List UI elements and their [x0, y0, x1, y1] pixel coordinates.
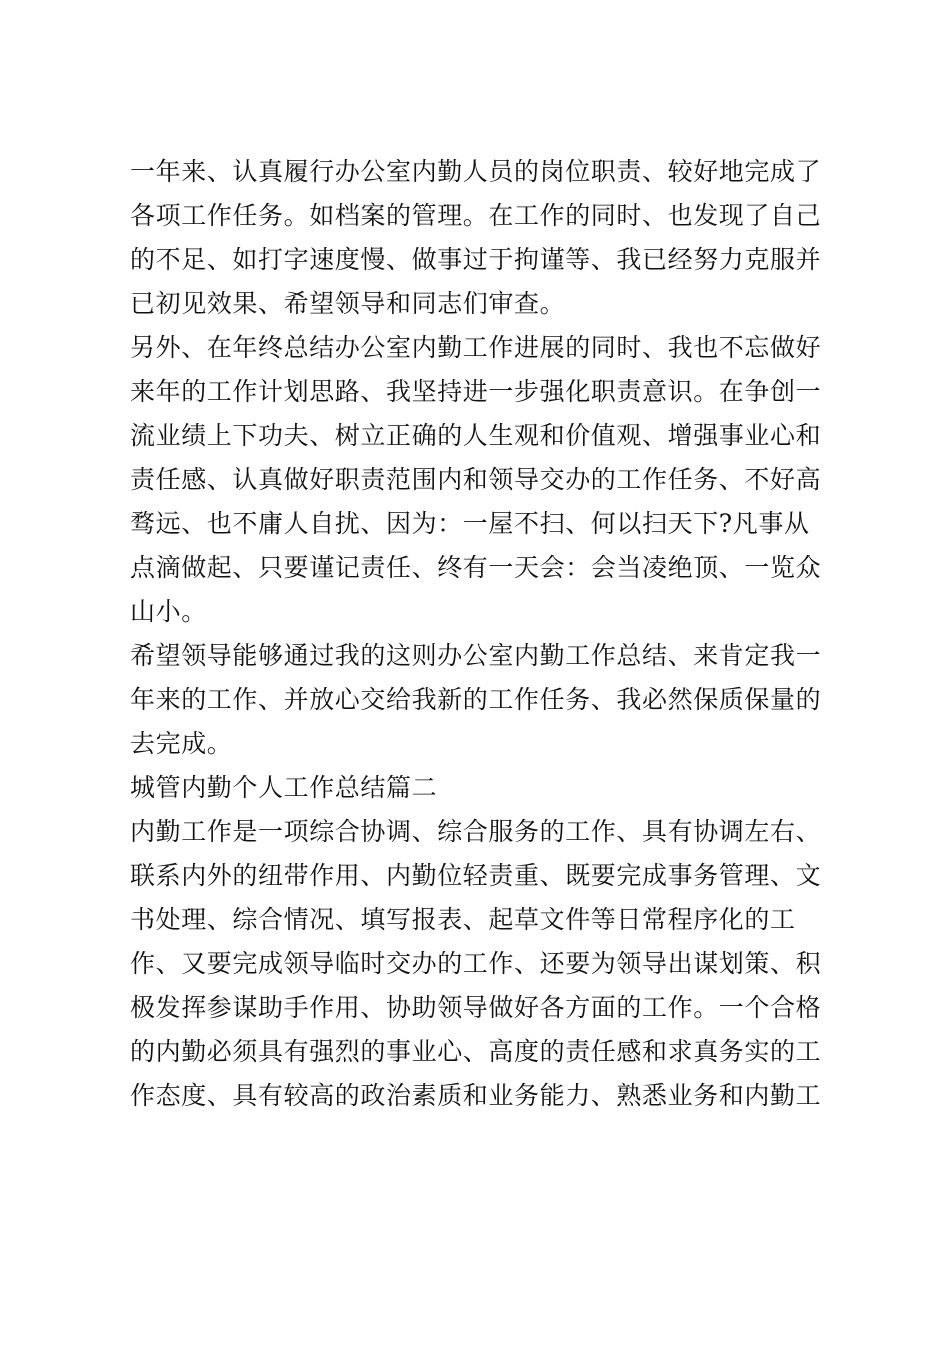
text-line: 骛远、也不庸人自扰、因为：一屋不扫、何以扫天下?凡事从	[130, 509, 810, 538]
text-line: 来年的工作计划思路、我坚持进一步强化职责意识。在争创一	[130, 377, 822, 406]
section-heading: 城管内勤个人工作总结篇二	[130, 773, 438, 802]
text-line: 内勤工作是一项综合协调、综合服务的工作、具有协调左右、	[130, 817, 822, 846]
text-line: 流业绩上下功夫、树立正确的人生观和价值观、增强事业心和	[130, 421, 822, 450]
text-line: 点滴做起、只要谨记责任、终有一天会：会当凌绝顶、一览众	[130, 553, 822, 582]
text-line: 书处理、综合情况、填写报表、起草文件等日常程序化的工	[130, 905, 796, 934]
text-line: 的不足、如打字速度慢、做事过于拘谨等、我已经努力克服并	[130, 245, 822, 274]
text-line: 各项工作任务。如档案的管理。在工作的同时、也发现了自己	[130, 201, 822, 230]
text-line: 希望领导能够通过我的这则办公室内勤工作总结、来肯定我一	[130, 641, 822, 670]
text-line: 作、又要完成领导临时交办的工作、还要为领导出谋划策、积	[130, 949, 822, 978]
text-line: 已初见效果、希望领导和同志们审查。	[130, 289, 566, 318]
text-line: 年来的工作、并放心交给我新的工作任务、我必然保质保量的	[130, 685, 822, 714]
document-body	[130, 150, 830, 1118]
text-line: 的内勤必须具有强烈的事业心、高度的责任感和求真务实的工	[130, 1037, 822, 1066]
text-line: 责任感、认真做好职责范围内和领导交办的工作任务、不好高	[130, 465, 822, 494]
text-line: 极发挥参谋助手作用、协助领导做好各方面的工作。一个合格	[130, 993, 822, 1022]
text-line: 联系内外的纽带作用、内勤位轻责重、既要完成事务管理、文	[130, 861, 822, 890]
text-line: 另外、在年终总结办公室内勤工作进展的同时、我也不忘做好	[130, 333, 822, 362]
text-line: 去完成。	[130, 729, 233, 758]
text-line: 作态度、具有较高的政治素质和业务能力、熟悉业务和内勤工	[130, 1081, 822, 1110]
text-line: 一年来、认真履行办公室内勤人员的岗位职责、较好地完成了	[130, 157, 822, 186]
text-line: 山小。	[130, 597, 207, 626]
